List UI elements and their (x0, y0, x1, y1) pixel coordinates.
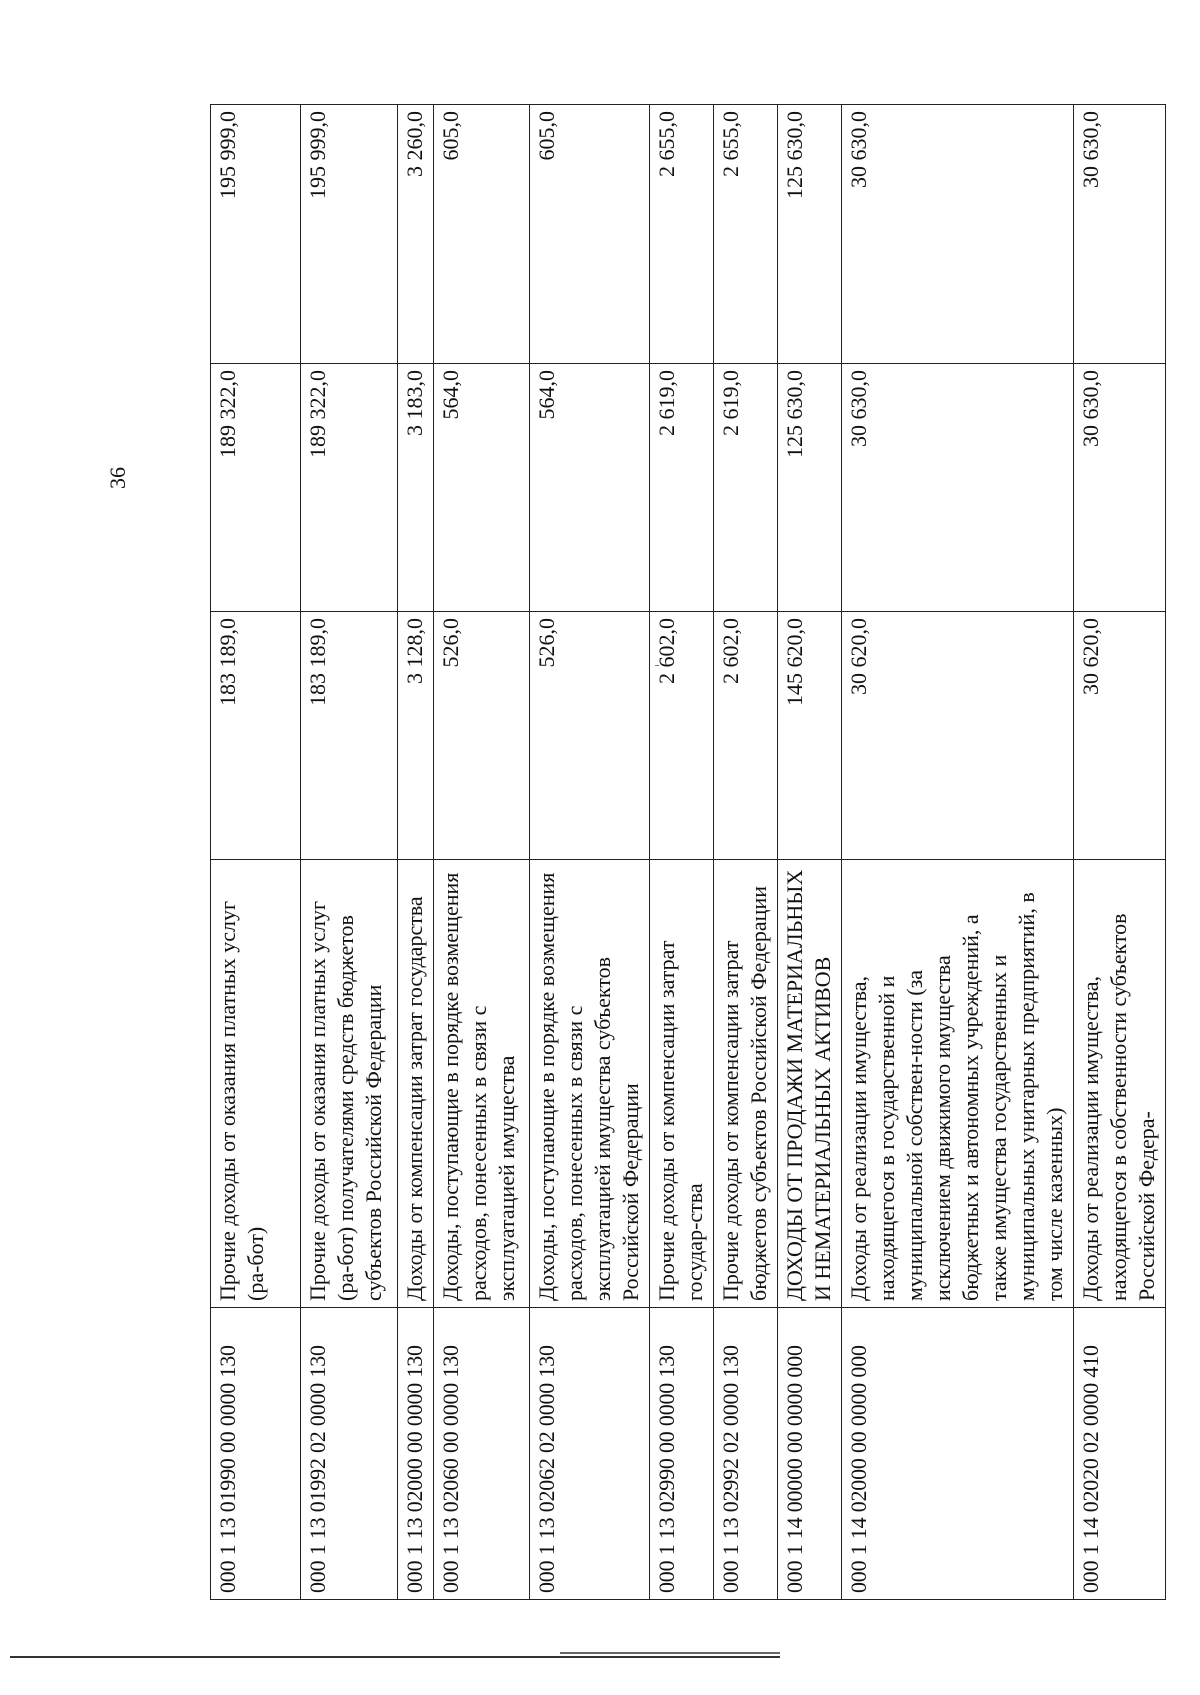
budget-code: 000 1 13 02990 00 0000 130 (650, 1308, 714, 1600)
value-col-1: 30 620,0 (842, 612, 1074, 860)
budget-code: 000 1 13 01990 00 0000 130 (211, 1308, 301, 1600)
revenue-name: Доходы от реализации имущества, находящегося в собственности субъектов Российской Федера- (1074, 860, 1166, 1308)
value-col-2: 30 630,0 (842, 364, 1074, 612)
budget-code: 000 1 13 02000 00 0000 130 (398, 1308, 434, 1600)
budget-code: 000 1 13 02062 02 0000 130 (530, 1308, 650, 1600)
table-row (778, 105, 842, 1600)
revenue-name: Прочие доходы от оказания платных услуг (ра-бот) получателями средств бюджетов субъектов Российской Федерации (301, 860, 398, 1308)
value-col-3: 2 655,0 (650, 105, 714, 364)
revenue-name: Доходы, поступающие в порядке возмещения расходов, понесенных в связи с эксплуатацией имущества субъектов Российской Федерации (530, 860, 650, 1308)
scan-edge-line (560, 1652, 780, 1654)
budget-code: 000 1 14 02020 02 0000 410 (1074, 1308, 1166, 1600)
revenue-name: Прочие доходы от компенсации затрат бюджетов субъектов Российской Федерации (714, 860, 778, 1308)
budget-code: 000 1 13 02992 02 0000 130 (714, 1308, 778, 1600)
value-col-3: 605,0 (530, 105, 650, 364)
revenue-table-body (211, 105, 1166, 1600)
value-col-3: 195 999,0 (211, 105, 301, 364)
value-col-3: 30 630,0 (1074, 105, 1166, 364)
table-row (714, 105, 778, 1600)
value-col-2: 2 619,0 (714, 364, 778, 612)
revenue-name: Доходы от компенсации затрат государства (398, 860, 434, 1308)
value-col-1: 2 602,0 (650, 612, 714, 860)
value-col-3: 605,0 (434, 105, 530, 364)
value-col-1: 526,0 (434, 612, 530, 860)
budget-code: 000 1 14 00000 00 0000 000 (778, 1308, 842, 1600)
table-row (398, 105, 434, 1600)
page-number: 36 (105, 467, 130, 489)
budget-code: 000 1 14 02000 00 0000 000 (842, 1308, 1074, 1600)
value-col-3: 2 655,0 (714, 105, 778, 364)
value-col-1: 183 189,0 (301, 612, 398, 860)
value-col-2: 125 630,0 (778, 364, 842, 612)
revenue-table-rotated (210, 105, 1159, 1600)
revenue-name: Прочие доходы от оказания платных услуг (ра-бот) (211, 860, 301, 1308)
table-row (1074, 105, 1166, 1600)
budget-code: 000 1 13 01992 02 0000 130 (301, 1308, 398, 1600)
table-row (842, 105, 1074, 1600)
value-col-2: 30 630,0 (1074, 364, 1166, 612)
value-col-1: 183 189,0 (211, 612, 301, 860)
value-col-2: 3 183,0 (398, 364, 434, 612)
value-col-2: 189 322,0 (211, 364, 301, 612)
revenue-name: Доходы от реализации имущества, находящегося в государственной и муниципальной собствен-ности (за исключением движимого имущества бюджетных и автономных учреждений, а также имущества государственных и муниципальных унитарных предприятий, в том числе казенных) (842, 860, 1074, 1308)
budget-code: 000 1 13 02060 00 0000 130 (434, 1308, 530, 1600)
table-row (650, 105, 714, 1600)
revenue-name: Прочие доходы от компенсации затрат государ-ства (650, 860, 714, 1308)
value-col-2: 2 619,0 (650, 364, 714, 612)
revenue-name: ДОХОДЫ ОТ ПРОДАЖИ МАТЕРИАЛЬНЫХ И НЕМАТЕРИАЛЬНЫХ АКТИВОВ (778, 860, 842, 1308)
scan-edge-line (10, 1656, 780, 1658)
value-col-3: 3 260,0 (398, 105, 434, 364)
value-col-3: 30 630,0 (842, 105, 1074, 364)
value-col-1: 145 620,0 (778, 612, 842, 860)
value-col-1: 3 128,0 (398, 612, 434, 860)
revenue-name: Доходы, поступающие в порядке возмещения расходов, понесенных в связи с эксплуатацией имущества (434, 860, 530, 1308)
value-col-2: 564,0 (434, 364, 530, 612)
value-col-2: 189 322,0 (301, 364, 398, 612)
table-row (530, 105, 650, 1600)
value-col-1: 30 620,0 (1074, 612, 1166, 860)
table-row (434, 105, 530, 1600)
value-col-3: 125 630,0 (778, 105, 842, 364)
value-col-2: 564,0 (530, 364, 650, 612)
value-col-1: 2 602,0 (714, 612, 778, 860)
value-col-3: 195 999,0 (301, 105, 398, 364)
value-col-1: 526,0 (530, 612, 650, 860)
table-row (211, 105, 301, 1600)
revenue-table (210, 104, 1166, 1600)
table-row (301, 105, 398, 1600)
